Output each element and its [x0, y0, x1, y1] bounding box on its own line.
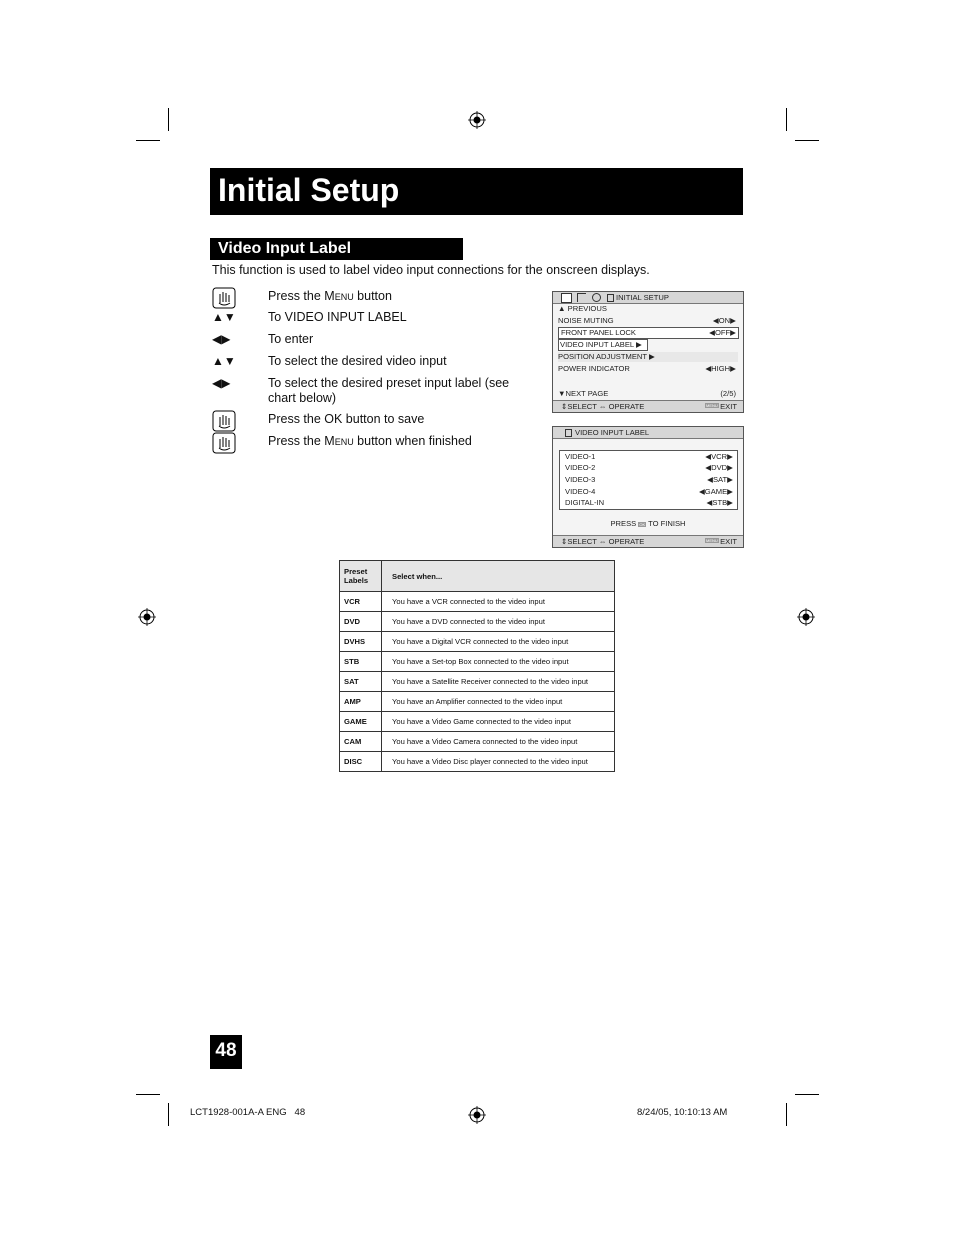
table-row: GAME You have a Video Game connected to the video input — [340, 712, 615, 732]
page-title-bar — [210, 168, 743, 215]
input-row[interactable]: VIDEO-1 ◀VCR▶ — [565, 452, 733, 461]
remote-hand-icon — [210, 410, 240, 432]
menu-item-value: ON — [718, 316, 731, 325]
menu-key-label: Menu — [324, 434, 354, 448]
crop-mark — [786, 108, 787, 131]
page-indicator: (2/5) — [720, 389, 736, 398]
step-text: Press the OK button to save — [268, 412, 425, 426]
input-row[interactable]: VIDEO-4 ◀GAME▶ — [565, 487, 733, 496]
page-number-box — [210, 1035, 242, 1069]
table-row: VCR You have a VCR connected to the video input — [340, 592, 615, 612]
registration-mark-icon — [797, 608, 815, 626]
step-text: button when finished — [353, 434, 472, 448]
menu-item-value: HIGH — [711, 364, 731, 373]
input-label-value: STB — [712, 498, 728, 507]
table-row: DISC You have a Video Disc player connected to the video input — [340, 752, 615, 772]
footer-timestamp: 8/24/05, 10:10:13 AM — [637, 1107, 728, 1118]
input-label-value: SAT — [712, 475, 728, 484]
menu-header — [553, 292, 743, 304]
step-text: To select the desired preset input label (see chart below) — [268, 376, 510, 405]
input-label-value: DVD — [711, 463, 728, 472]
step-text: Press the — [268, 434, 325, 448]
page-number: 48 — [215, 1040, 237, 1061]
lock-icon — [607, 294, 614, 302]
step-text: To VIDEO INPUT LABEL — [268, 310, 407, 324]
crop-mark — [136, 140, 160, 141]
input-label-value: VCR — [711, 452, 728, 461]
input-row[interactable]: VIDEO-3 ◀SAT▶ — [565, 475, 733, 484]
table-row: SAT You have a Satellite Receiver connected to the video input — [340, 672, 615, 692]
crop-mark — [168, 108, 169, 131]
input-label-value: GAME — [704, 487, 728, 496]
table-row: CAM You have a Video Camera connected to the video input — [340, 732, 615, 752]
page-title: Initial Setup — [218, 172, 400, 208]
registration-mark-icon — [138, 608, 156, 626]
step-text: To select the desired video input — [268, 354, 447, 368]
menu-footer: ⇕SELECT ⇔ OPERATE MENU EXIT — [553, 400, 743, 412]
input-row[interactable]: DIGITAL-IN ◀STB▶ — [565, 498, 733, 507]
down-triangle-icon: ▼ — [558, 389, 566, 398]
clock-icon — [592, 293, 601, 302]
menu-footer: ⇕SELECT ⇔ OPERATE MENU EXIT — [553, 535, 743, 547]
menu-item[interactable]: POSITION ADJUSTMENT ▶ — [558, 352, 738, 362]
footer-doc-id: LCT1928-001A-A ENG 48 — [190, 1107, 306, 1118]
menu-title: INITIAL SETUP — [616, 293, 669, 302]
crop-mark — [795, 1094, 819, 1095]
section-title: Video Input Label — [218, 240, 352, 257]
intro-text: This function is used to label video input connections for the onscreen displays. — [212, 263, 650, 277]
menu-tab-icon — [561, 293, 572, 303]
menu-item[interactable]: NOISE MUTING ◀ON▶ — [558, 316, 736, 325]
menu-item-value: OFF — [714, 328, 731, 337]
menu-key-label: Menu — [324, 289, 354, 303]
step-text: To enter — [268, 332, 314, 346]
menu-key-icon: MENU — [706, 538, 718, 543]
registration-mark-icon — [468, 1106, 486, 1124]
up-down-arrows-icon: ▲▼ — [212, 354, 236, 368]
left-right-arrows-icon: ◀▶ — [212, 376, 231, 390]
table-row: STB You have a Set-top Box connected to the video input — [340, 652, 615, 672]
table-row: DVD You have a DVD connected to the video input — [340, 612, 615, 632]
press-to-finish: PRESS OK TO FINISH — [610, 519, 686, 528]
menu-previous[interactable]: ▲ PREVIOUS — [558, 304, 607, 313]
table-row: DVHS You have a Digital VCR connected to the video input — [340, 632, 615, 652]
video-input-label-menu — [552, 426, 744, 548]
preset-labels-table — [339, 560, 615, 772]
crop-mark — [786, 1103, 787, 1126]
step-text: button — [353, 289, 392, 303]
remote-hand-icon — [210, 287, 240, 309]
menu-title: VIDEO INPUT LABEL — [575, 428, 650, 437]
lock-icon — [565, 429, 572, 437]
menu-next-page[interactable]: ▼NEXT PAGE (2/5) — [558, 389, 736, 398]
input-row[interactable]: VIDEO-2 ◀DVD▶ — [565, 463, 733, 472]
up-down-arrows-icon: ▲▼ — [212, 310, 236, 324]
step-text: Press the — [268, 289, 325, 303]
ok-key-icon: OK — [639, 522, 646, 527]
crop-mark — [168, 1103, 169, 1126]
remote-hand-icon — [210, 432, 240, 454]
initial-setup-menu — [552, 291, 744, 413]
menu-tab-icon — [577, 293, 586, 302]
table-row: AMP You have an Amplifier connected to the video input — [340, 692, 615, 712]
registration-mark-icon — [468, 111, 486, 129]
up-triangle-icon: ▲ — [558, 304, 568, 313]
menu-item[interactable]: POWER INDICATOR ◀HIGH▶ — [558, 364, 736, 373]
menu-item-selected[interactable]: VIDEO INPUT LABEL ▶ — [558, 339, 648, 351]
left-right-arrows-icon: ◀▶ — [212, 332, 231, 346]
table-header-row — [340, 561, 615, 592]
crop-mark — [795, 140, 819, 141]
menu-item[interactable]: FRONT PANEL LOCK ◀OFF▶ — [558, 327, 739, 339]
menu-header — [553, 427, 743, 439]
table-header: Preset Labels — [340, 561, 382, 592]
table-header: Select when... — [382, 561, 615, 592]
menu-key-icon: MENU — [706, 403, 718, 408]
crop-mark — [136, 1094, 160, 1095]
section-title-bar — [210, 238, 463, 260]
